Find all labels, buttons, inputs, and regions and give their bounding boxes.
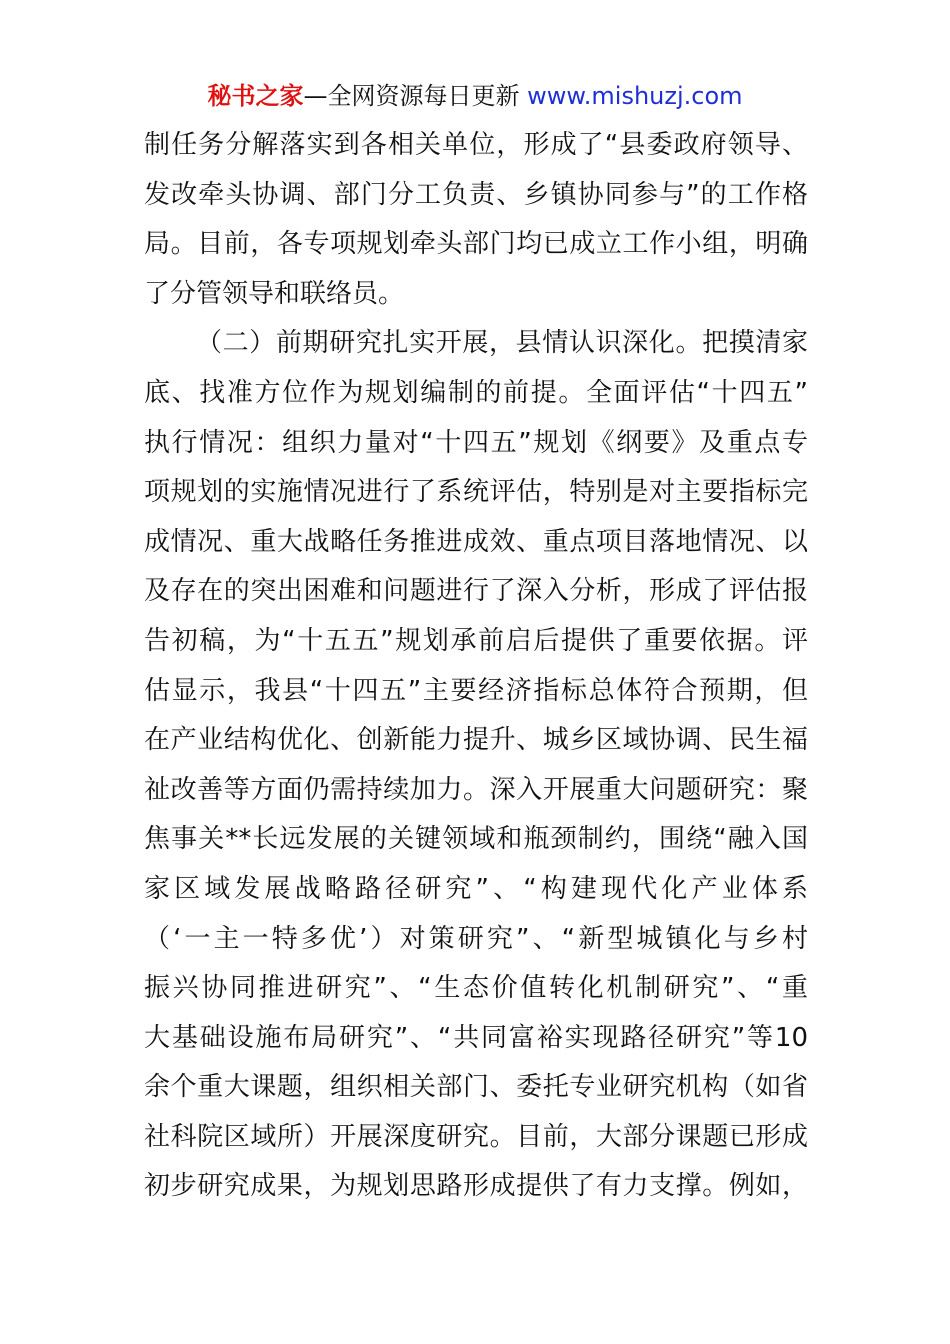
text-line: 焦事关**长远发展的关键领域和瓶颈制约，围绕“融入国 (144, 824, 808, 855)
text-line: 社科院区域所）开展深度研究。目前，大部分课题已形成 (144, 1121, 808, 1152)
text-line: 初步研究成果，为规划思路形成提供了有力支撑。例如， (144, 1171, 808, 1202)
text-line: 在产业结构优化、创新能力提升、城乡区域协调、民生福 (144, 725, 808, 756)
text-line: 发改牵头协调、部门分工负责、乡镇协同参与”的工作格 (144, 179, 808, 210)
text-line: （‘一主一特多优’）对策研究”、“新型城镇化与乡村 (144, 923, 808, 954)
text-line: 振兴协同推进研究”、“生态价值转化机制研究”、“重 (144, 973, 808, 1004)
text-line: 家区域发展战略路径研究”、“构建现代化产业体系 (144, 873, 808, 904)
text-line: 祉改善等方面仍需持续加力。深入开展重大问题研究：聚 (144, 774, 808, 805)
text-line: 大基础设施布局研究”、“共同富裕实现路径研究”等10 (144, 1022, 808, 1053)
brand-name: 秘书之家 (207, 82, 304, 110)
text-line: 制任务分解落实到各相关单位，形成了“县委政府领导、 (144, 130, 808, 160)
text-line: 底、找准方位作为规划编制的前提。全面评估“十四五” (144, 377, 808, 408)
text-line: 项规划的实施情况进行了系统评估，特别是对主要指标完 (144, 477, 808, 508)
text-line: 了分管领导和联络员。 (144, 278, 405, 309)
text-line: 估显示，我县“十四五”主要经济指标总体符合预期，但 (144, 675, 808, 706)
text-line: 局。目前，各专项规划牵头部门均已成立工作小组，明确 (144, 229, 808, 260)
text-line: 及存在的突出困难和问题进行了深入分析，形成了评估报 (144, 576, 808, 607)
text-line: 告初稿，为“十五五”规划承前启后提供了重要依据。评 (144, 625, 808, 656)
text-line: 余个重大课题，组织相关部门、委托专业研究机构（如省 (144, 1072, 808, 1103)
section-heading-line: （二）前期研究扎实开展，县情认识深化。把摸清家 (196, 328, 808, 359)
page-header (0, 80, 950, 112)
text-line: 执行情况：组织力量对“十四五”规划《纲要》及重点专 (144, 427, 808, 458)
header-tagline: —全网资源每日更新 (303, 82, 520, 110)
site-url[interactable]: www.mishuzj.com (527, 82, 743, 110)
text-line: 成情况、重大战略任务推进成效、重点项目落地情况、以 (144, 526, 808, 557)
document-body (144, 121, 808, 1212)
